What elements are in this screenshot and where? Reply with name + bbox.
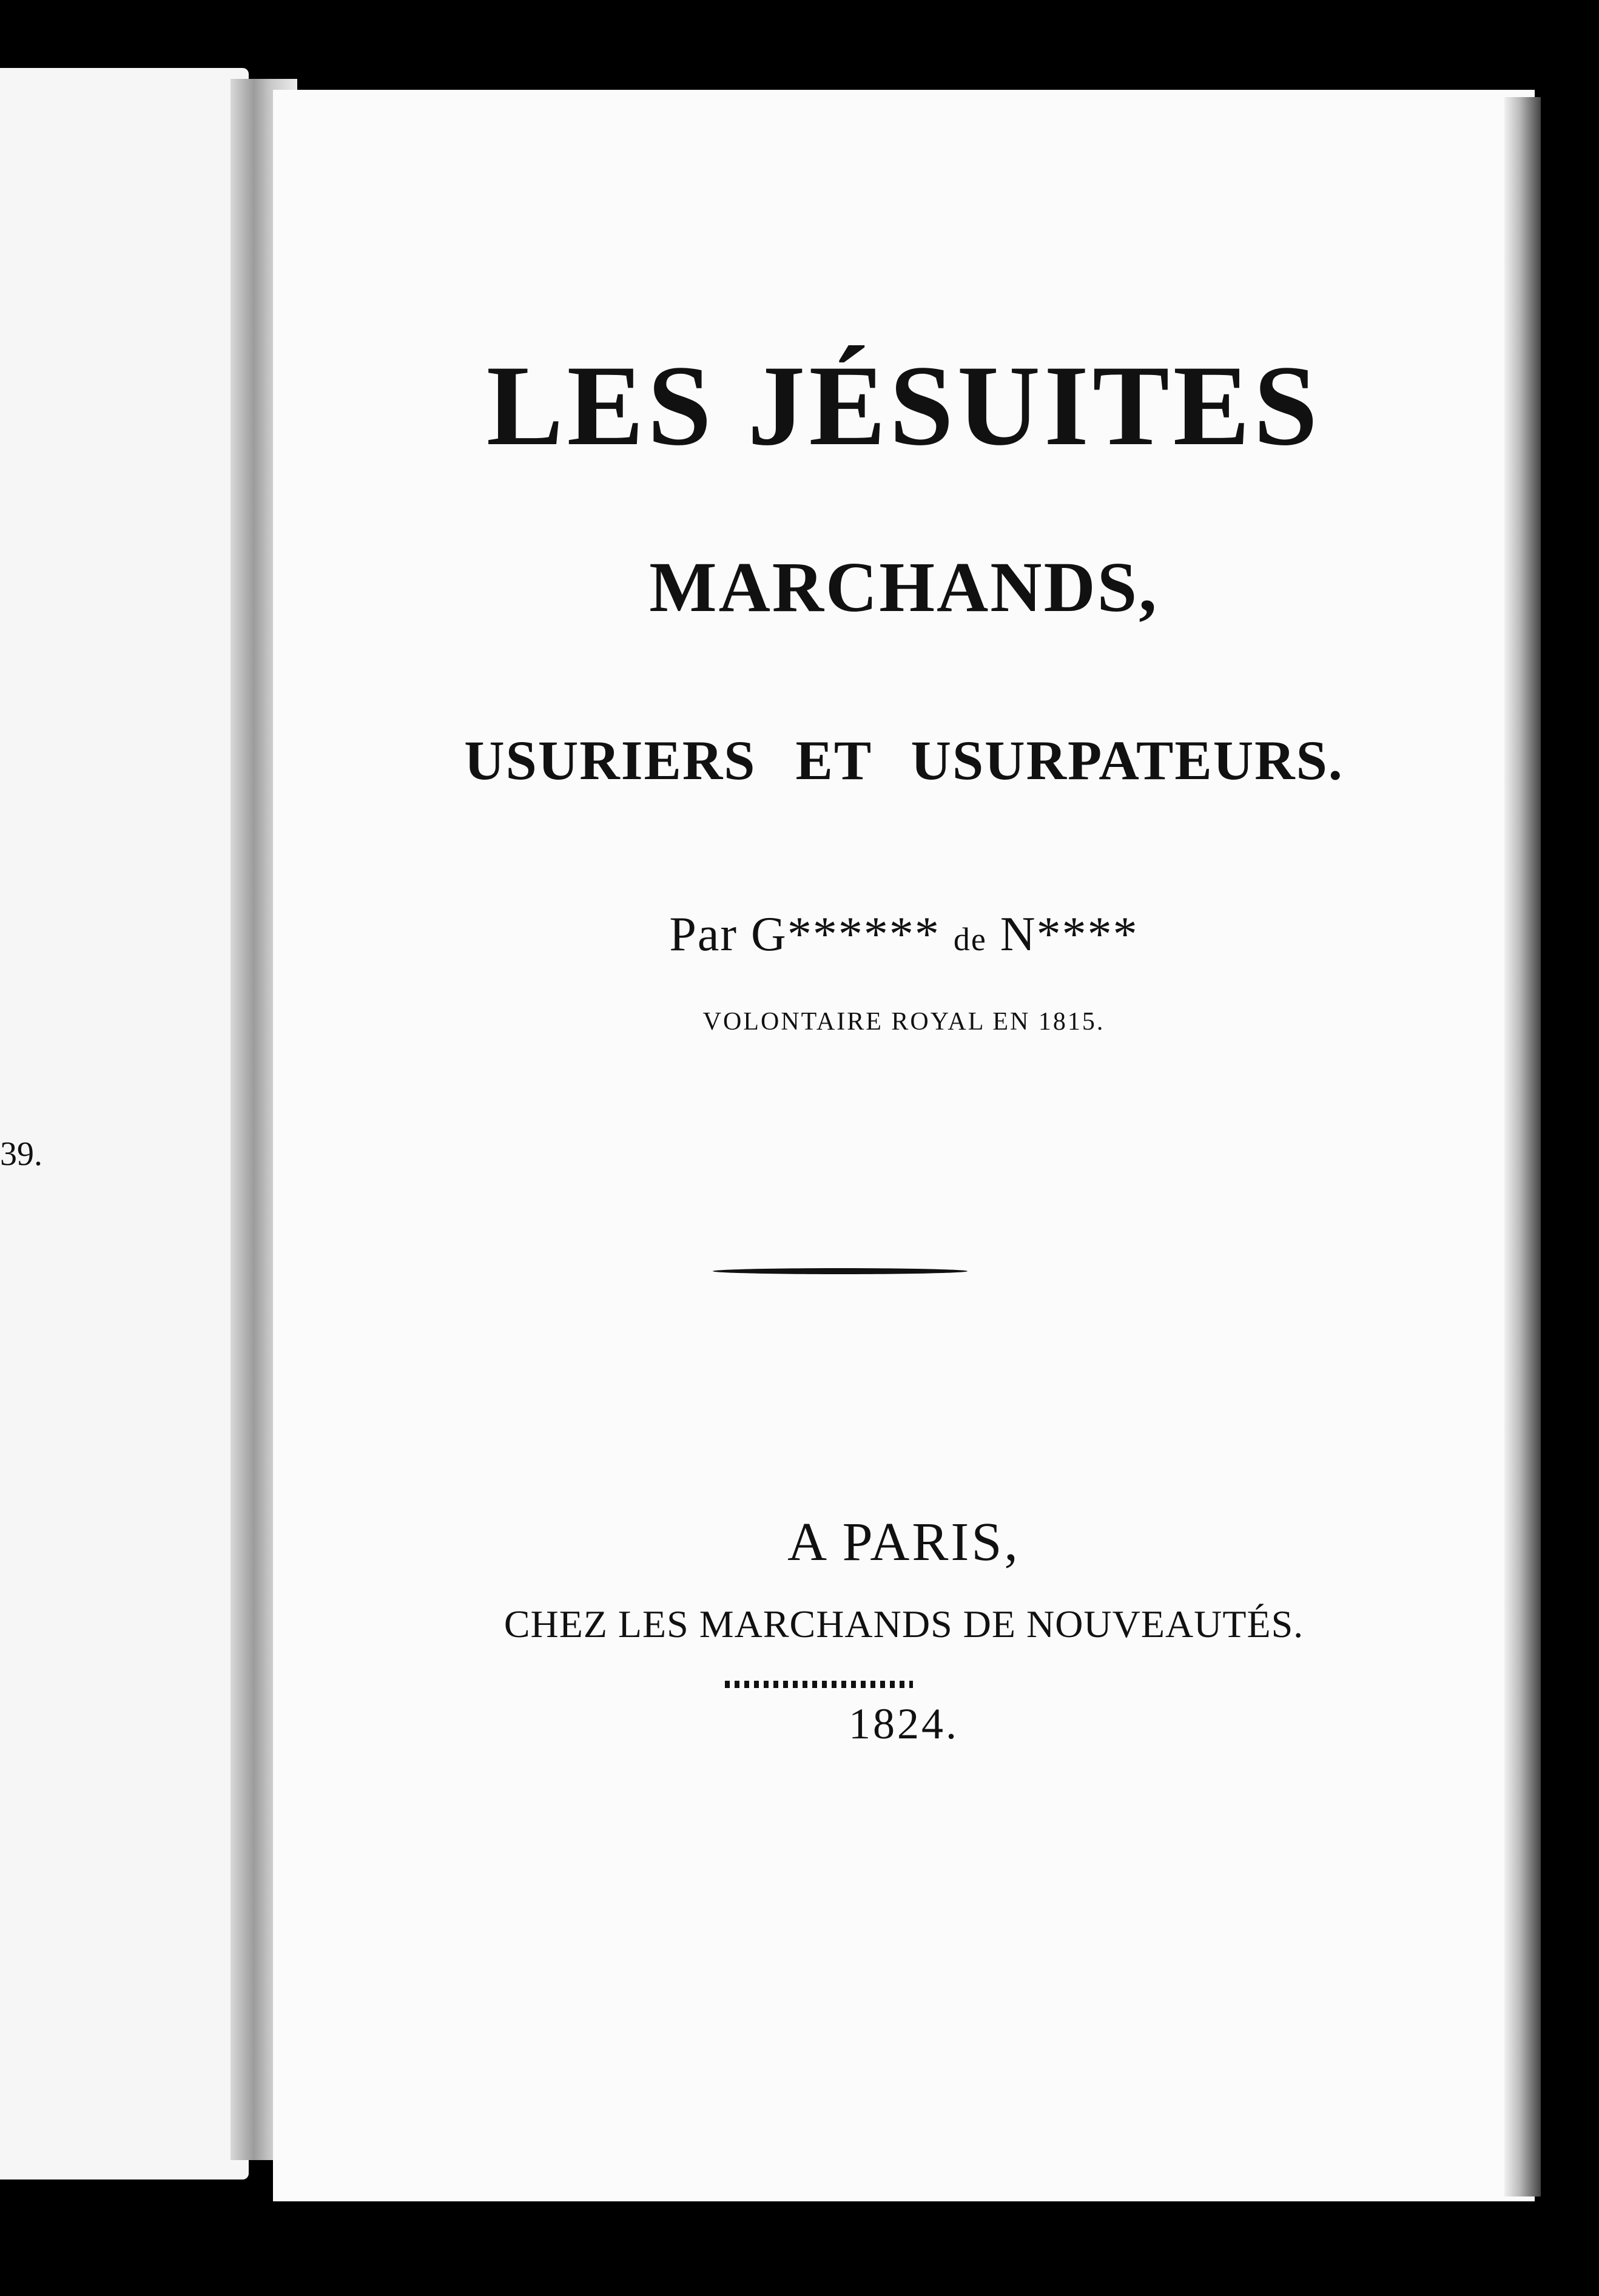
decorative-rule [713, 1268, 968, 1274]
left-page-fragment: 39. [0, 1135, 42, 1173]
author-place: N**** [1000, 908, 1139, 961]
book-title: LES JÉSUITES [486, 342, 1322, 470]
author-role: VOLONTAIRE ROYAL EN 1815. [702, 1008, 1105, 1036]
author-line [273, 907, 1535, 962]
author-prefix: Par [669, 908, 738, 961]
subtitle-line-2: USURIERS ET USURPATEURS. [464, 729, 1344, 791]
imprint-year: 1824. [849, 1700, 959, 1748]
left-page [0, 68, 249, 2180]
imprint-publisher: CHEZ LES MARCHANDS DE NOUVEAUTÉS. [503, 1602, 1304, 1646]
ornament-divider [725, 1681, 913, 1688]
subtitle-line-1: MARCHANDS, [649, 547, 1159, 627]
author-de: de [953, 921, 987, 957]
author-name: G****** [751, 908, 954, 961]
imprint-place: A PARIS, [787, 1512, 1020, 1572]
